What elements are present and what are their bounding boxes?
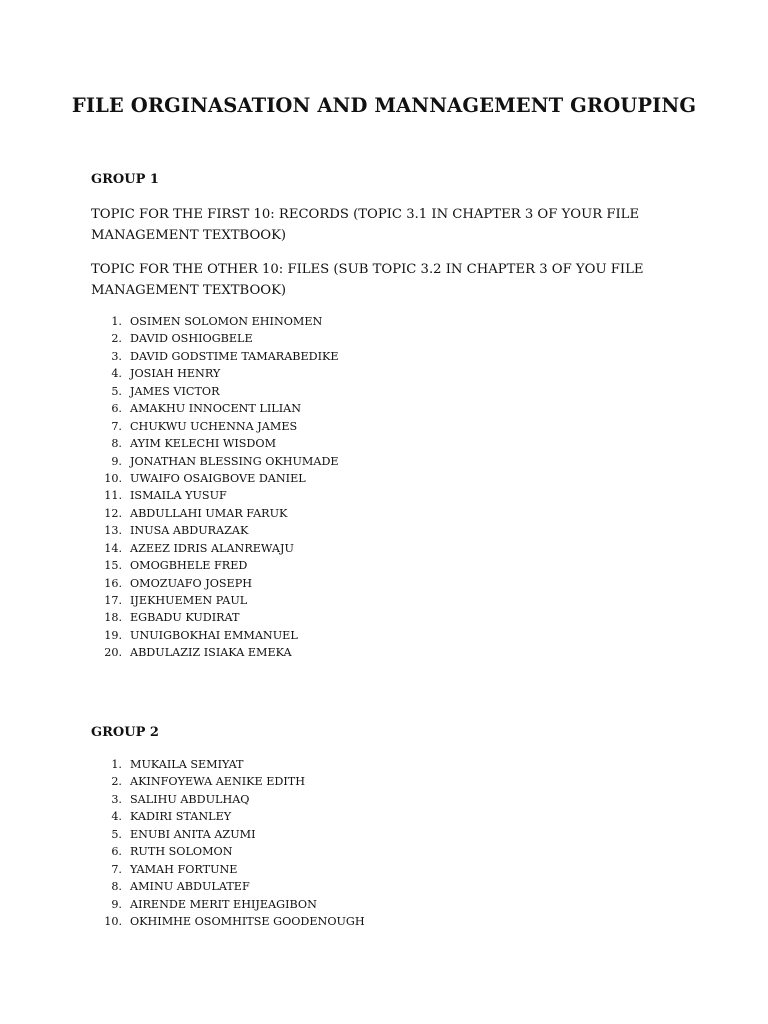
list-item-number: 6. <box>111 402 122 416</box>
list-item-number: 12. <box>104 506 122 520</box>
member-name: UNUIGBOKHAI EMMANUEL <box>130 628 298 642</box>
member-name: AYIM KELECHI WISDOM <box>130 437 277 451</box>
member-name: ISMAILA YUSUF <box>130 489 227 503</box>
list-item-number: 15. <box>104 559 122 573</box>
list-item-number: 5. <box>111 384 122 398</box>
list-item-number: 3. <box>111 792 122 806</box>
list-item-number: 1. <box>111 315 122 328</box>
list-item-number: 18. <box>104 611 122 625</box>
list-item-number: 7. <box>111 419 122 433</box>
list-item-number: 2. <box>111 332 122 346</box>
list-item-number: 5. <box>111 827 122 841</box>
member-name: OKHIMHE OSOMHITSE GOODENOUGH <box>130 914 365 928</box>
list-item-number: 17. <box>104 594 122 607</box>
member-name: IJEKHUEMEN PAUL <box>130 594 248 607</box>
list-item-number: 3. <box>111 349 122 363</box>
member-name: UWAIFO OSAIGBOVE DANIEL <box>130 471 306 485</box>
group-2-heading: GROUP 2 <box>91 725 159 740</box>
member-name: MUKAILA SEMIYAT <box>130 758 244 771</box>
member-name: INUSA ABDURAZAK <box>130 524 249 538</box>
list-item-number: 6. <box>111 845 122 859</box>
member-name: AMINU ABDULATEF <box>130 880 250 894</box>
list-item-number: 13. <box>104 524 122 538</box>
member-name: SALIHU ABDULHAQ <box>130 792 250 806</box>
member-name: AMAKHU INNOCENT LILIAN <box>130 402 301 416</box>
list-item-number: 9. <box>111 897 122 911</box>
member-name: EGBADU KUDIRAT <box>130 611 240 625</box>
list-item-number: 1. <box>111 758 122 771</box>
list-item-number: 4. <box>111 367 122 381</box>
member-name: DAVID GODSTIME TAMARABEDIKE <box>130 349 339 363</box>
member-name: ABDULLAHI UMAR FARUK <box>130 506 288 520</box>
member-name: JAMES VICTOR <box>130 384 220 398</box>
list-item-number: 10. <box>104 471 122 485</box>
member-name: AZEEZ IDRIS ALANREWAJU <box>130 541 294 555</box>
member-name: AIRENDE MERIT EHIJEAGIBON <box>130 897 317 911</box>
group-1-topic-other: TOPIC FOR THE OTHER 10: FILES (SUB TOPIC 3.2 IN CHAPTER 3 OF YOU FILE MANAGEMENT TEXTBOOK) <box>91 262 644 298</box>
member-name: JOSIAH HENRY <box>130 367 221 381</box>
group-1-topic-first: TOPIC FOR THE FIRST 10: RECORDS (TOPIC 3.1 IN CHAPTER 3 OF YOUR FILE MANAGEMENT TEXTBOOK) <box>91 207 640 243</box>
member-name: OMOZUAFO JOSEPH <box>130 576 252 590</box>
member-name: YAMAH FORTUNE <box>130 862 238 876</box>
member-name: OMOGBHELE FRED <box>130 559 248 573</box>
member-name: JONATHAN BLESSING OKHUMADE <box>130 454 339 468</box>
member-name: RUTH SOLOMON <box>130 845 233 859</box>
list-item-number: 20. <box>104 646 122 660</box>
list-item-number: 8. <box>111 437 122 451</box>
list-item-number: 16. <box>104 576 122 590</box>
member-name: ABDULAZIZ ISIAKA EMEKA <box>130 646 292 660</box>
member-name: ENUBI ANITA AZUMI <box>130 827 256 841</box>
member-name: KADIRI STANLEY <box>130 810 232 824</box>
list-item-number: 11. <box>104 489 122 503</box>
list-item-number: 9. <box>111 454 122 468</box>
list-item-number: 10. <box>104 914 122 928</box>
member-name: OSIMEN SOLOMON EHINOMEN <box>130 315 323 328</box>
list-item-number: 7. <box>111 862 122 876</box>
member-name: DAVID OSHIOGBELE <box>130 332 253 346</box>
list-item-number: 4. <box>111 810 122 824</box>
member-name: CHUKWU UCHENNA JAMES <box>130 419 298 433</box>
list-item-number: 14. <box>104 541 122 555</box>
list-item-number: 19. <box>104 628 122 642</box>
list-item-number: 2. <box>111 775 122 789</box>
list-item-number: 8. <box>111 880 122 894</box>
document-title: FILE ORGINASATION AND MANNAGEMENT GROUPING <box>71 94 697 117</box>
group-1-heading: GROUP 1 <box>91 172 159 187</box>
member-name: AKINFOYEWA AENIKE EDITH <box>130 775 306 789</box>
